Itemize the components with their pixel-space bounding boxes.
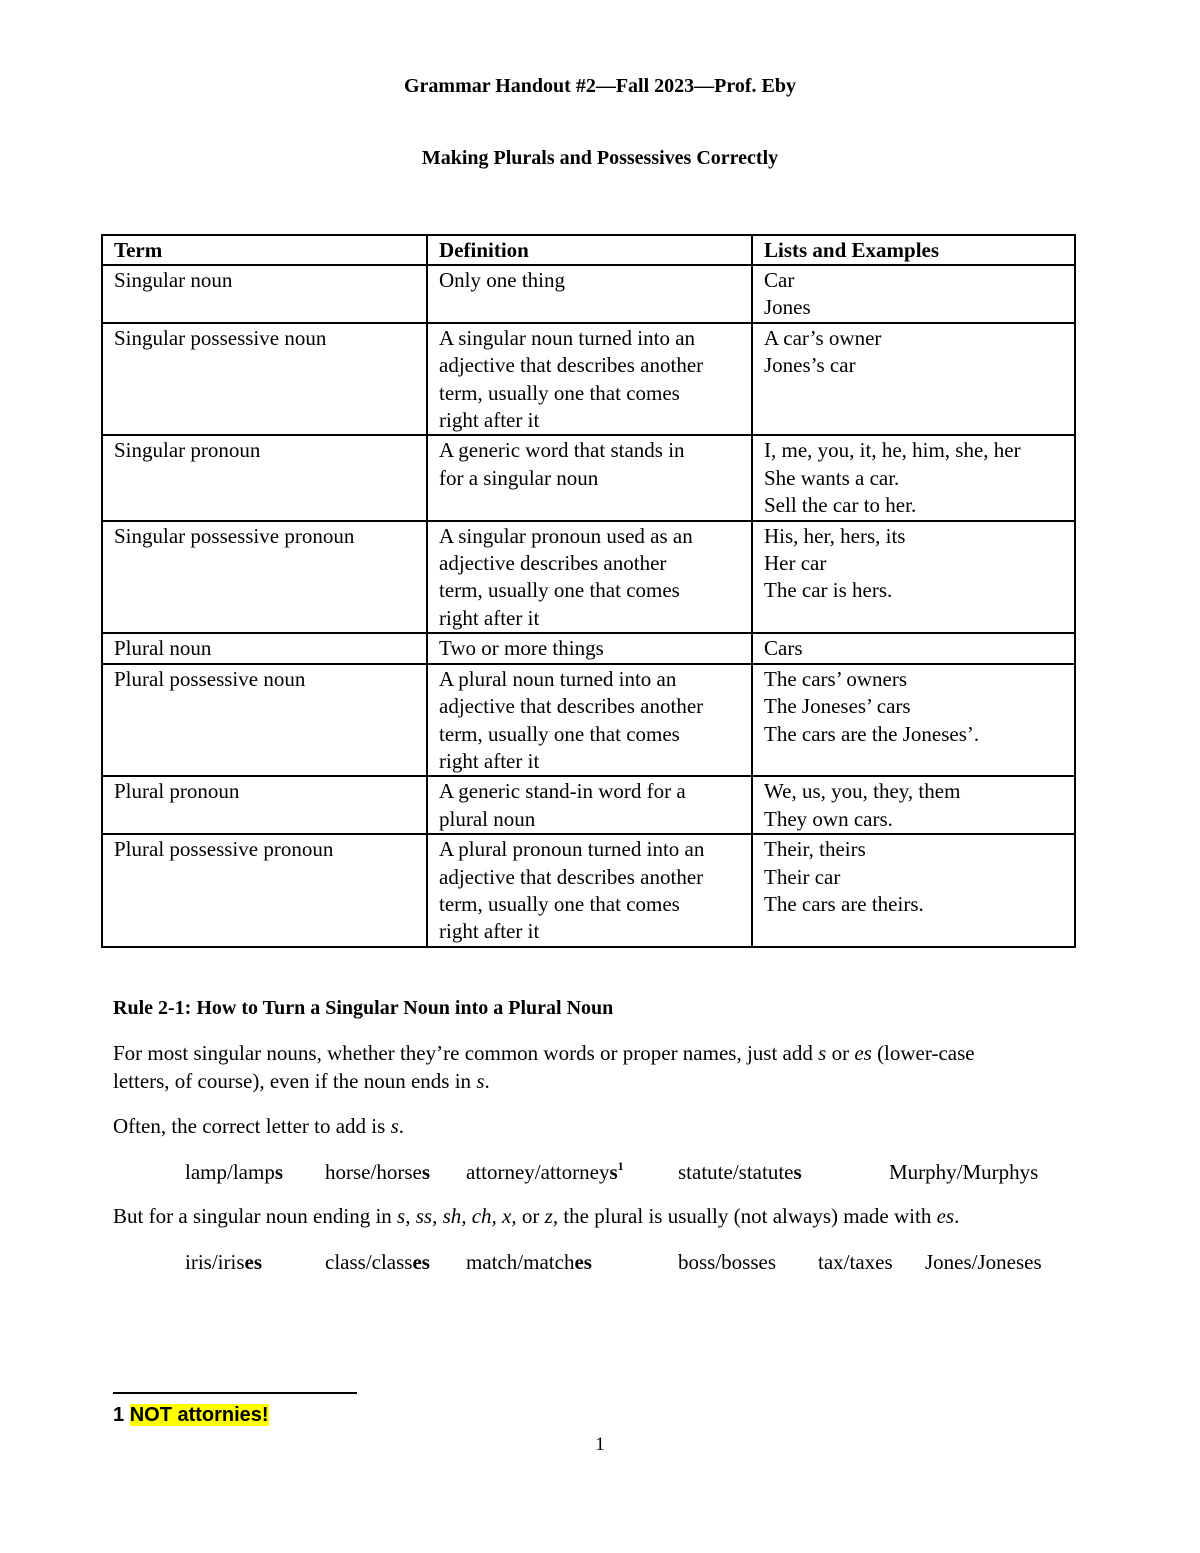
definition-line: adjective that describes another [439, 864, 704, 889]
example-word [185, 1158, 283, 1186]
term-line: Singular noun [114, 268, 233, 292]
example-stem: Murphy/Murphys [889, 1160, 1039, 1184]
text: the plural is usually (not always) made with [558, 1204, 937, 1228]
examples-line: They own cars. [764, 806, 893, 831]
terms-table [101, 234, 1076, 948]
cell-examples [752, 664, 1075, 777]
examples-line: Sell the car to her. [764, 493, 917, 518]
term-line: Plural possessive pronoun [114, 837, 334, 862]
cell-definition [427, 834, 752, 947]
cell-examples [752, 323, 1075, 436]
cell-term [102, 834, 427, 947]
cell-definition [427, 776, 752, 834]
cell-term [102, 633, 427, 663]
example-stem: match/match [466, 1250, 575, 1274]
example-word [185, 1248, 262, 1276]
footnote-number: 1 [113, 1404, 125, 1426]
term-line: Singular possessive noun [114, 325, 327, 350]
examples-line: We, us, you, they, them [764, 779, 961, 804]
example-word [466, 1248, 592, 1276]
examples-line: I, me, you, it, he, him, she, her [764, 438, 1021, 463]
definition-line: A singular pronoun used as an [439, 523, 693, 548]
example-suffix: es [412, 1250, 430, 1274]
text: letters, of course), even if the noun ends in [113, 1068, 477, 1093]
definition-line: term, usually one that comes [439, 891, 680, 916]
cell-examples [752, 435, 1075, 520]
definition-line: Two or more things [439, 636, 604, 661]
text: es [854, 1041, 872, 1065]
example-stem: tax/taxes [818, 1250, 893, 1274]
example-stem: class/class [325, 1250, 413, 1274]
examples-s [0, 1158, 1200, 1186]
cell-examples [752, 834, 1075, 947]
definition-line: term, usually one that comes [439, 578, 680, 603]
footnote-reference[interactable]: 1 [617, 1159, 624, 1173]
definition-line: adjective that describes another [439, 353, 704, 378]
text: or [516, 1204, 545, 1228]
example-stem: attorney/attorney [466, 1160, 610, 1184]
table-row [102, 521, 1075, 634]
examples-line: Jones’s car [764, 353, 856, 378]
text: or [826, 1041, 855, 1065]
examples-line: Cars [764, 636, 803, 661]
footnote [113, 1402, 269, 1428]
definition-line: right after it [439, 605, 540, 630]
table-row [102, 435, 1075, 520]
example-stem: horse/horse [325, 1160, 422, 1184]
example-suffix: es [244, 1250, 263, 1274]
text: For most singular nouns, whether they’re common words or proper names, just add [113, 1041, 819, 1065]
text: s [390, 1114, 399, 1138]
rule-paragraph-3 [113, 1203, 1088, 1231]
example-suffix: s [609, 1160, 618, 1184]
example-word [889, 1158, 1038, 1186]
text: s [476, 1068, 485, 1093]
example-stem: iris/iris [185, 1250, 245, 1274]
example-word [678, 1248, 776, 1276]
cell-definition [427, 664, 752, 777]
cell-definition [427, 633, 752, 663]
definition-line: adjective that describes another [439, 694, 704, 719]
example-suffix: es [574, 1250, 592, 1274]
definition-line: for a singular noun [439, 465, 599, 490]
footnote-separator [113, 1392, 357, 1394]
table-row [102, 776, 1075, 834]
examples-line: She wants a car. [764, 465, 900, 490]
header-term: Term [102, 235, 427, 265]
rule-heading: Rule 2-1: How to Turn a Singular Noun into a Plural Noun [113, 997, 614, 1019]
definition-line: adjective describes another [439, 551, 667, 576]
term-line: Singular possessive pronoun [114, 523, 355, 548]
table-row [102, 323, 1075, 436]
cell-term [102, 521, 427, 634]
table-row [102, 265, 1075, 323]
table-row [102, 633, 1075, 663]
page-number: 1 [595, 1434, 605, 1455]
rule-paragraph-2 [113, 1113, 1088, 1141]
cell-term [102, 323, 427, 436]
definition-line: term, usually one that comes [439, 380, 680, 405]
example-stem: Jones/Joneses [925, 1250, 1042, 1274]
definition-line: A singular noun turned into an [439, 325, 696, 350]
examples-line: The car is hers. [764, 578, 893, 603]
example-word [325, 1248, 430, 1276]
cell-definition [427, 265, 752, 323]
text: . [484, 1068, 490, 1093]
cell-term [102, 435, 427, 520]
text: es [936, 1204, 955, 1228]
definition-line: right after it [439, 919, 540, 944]
example-word [818, 1248, 893, 1276]
term-line: Singular pronoun [114, 438, 261, 463]
example-word [466, 1158, 624, 1186]
rule-paragraph-1 [113, 1040, 1088, 1095]
cell-examples [752, 776, 1075, 834]
example-stem: boss/bosses [678, 1250, 777, 1274]
term-line: Plural possessive noun [114, 666, 306, 691]
document-subtitle: Making Plurals and Possessives Correctly [421, 147, 779, 169]
text: s [818, 1041, 827, 1065]
definition-line: right after it [439, 748, 540, 773]
example-word [678, 1158, 802, 1186]
header-examples: Lists and Examples [752, 235, 1075, 265]
example-stem: lamp/lamp [185, 1160, 275, 1184]
cell-definition [427, 323, 752, 436]
table-header-row [102, 235, 1075, 265]
example-word [325, 1158, 430, 1186]
table-row [102, 664, 1075, 777]
definition-line: Only one thing [439, 268, 565, 292]
examples-line: Their, theirs [764, 837, 866, 862]
examples-es [0, 1248, 1200, 1276]
definition-line: A plural noun turned into an [439, 666, 677, 691]
text: . [954, 1204, 960, 1228]
cell-term [102, 664, 427, 777]
definition-line: right after it [439, 408, 540, 433]
example-suffix: s [421, 1160, 430, 1184]
examples-line: Her car [764, 551, 827, 576]
term-line: Plural pronoun [114, 779, 240, 804]
example-suffix: s [274, 1160, 284, 1184]
examples-line: Jones [764, 295, 811, 320]
example-suffix: s [793, 1160, 802, 1184]
document-title: Grammar Handout #2—Fall 2023—Prof. Eby [403, 75, 797, 97]
examples-line: His, her, hers, its [764, 523, 906, 548]
cell-examples [752, 265, 1075, 323]
table-row [102, 834, 1075, 947]
definition-line: plural noun [439, 806, 536, 831]
cell-definition [427, 435, 752, 520]
text: (lower-case [871, 1041, 975, 1065]
cell-term [102, 776, 427, 834]
text: s, ss, sh, ch, x, [397, 1204, 517, 1228]
examples-line: The cars are the Joneses’. [764, 721, 980, 746]
example-word [925, 1248, 1042, 1276]
text: z, [544, 1204, 559, 1228]
term-line: Plural noun [114, 636, 212, 661]
header-definition: Definition [427, 235, 752, 265]
examples-line: A car’s owner [764, 325, 882, 350]
example-stem: statute/statute [678, 1160, 794, 1184]
examples-line: Car [764, 268, 795, 292]
examples-line: The Joneses’ cars [764, 694, 911, 719]
examples-line: The cars’ owners [764, 666, 908, 691]
cell-examples [752, 633, 1075, 663]
footnote-text: NOT attornies! [129, 1404, 269, 1426]
cell-definition [427, 521, 752, 634]
definition-line: term, usually one that comes [439, 721, 680, 746]
definition-line: A plural pronoun turned into an [439, 837, 705, 862]
text: But for a singular noun ending in [113, 1204, 398, 1228]
examples-line: The cars are theirs. [764, 891, 924, 916]
cell-examples [752, 521, 1075, 634]
text: Often, the correct letter to add is [113, 1114, 391, 1138]
cell-term [102, 265, 427, 323]
definition-line: A generic stand-in word for a [439, 779, 686, 804]
examples-line: Their car [764, 864, 841, 889]
definition-line: A generic word that stands in [439, 438, 685, 463]
text: . [398, 1114, 404, 1138]
